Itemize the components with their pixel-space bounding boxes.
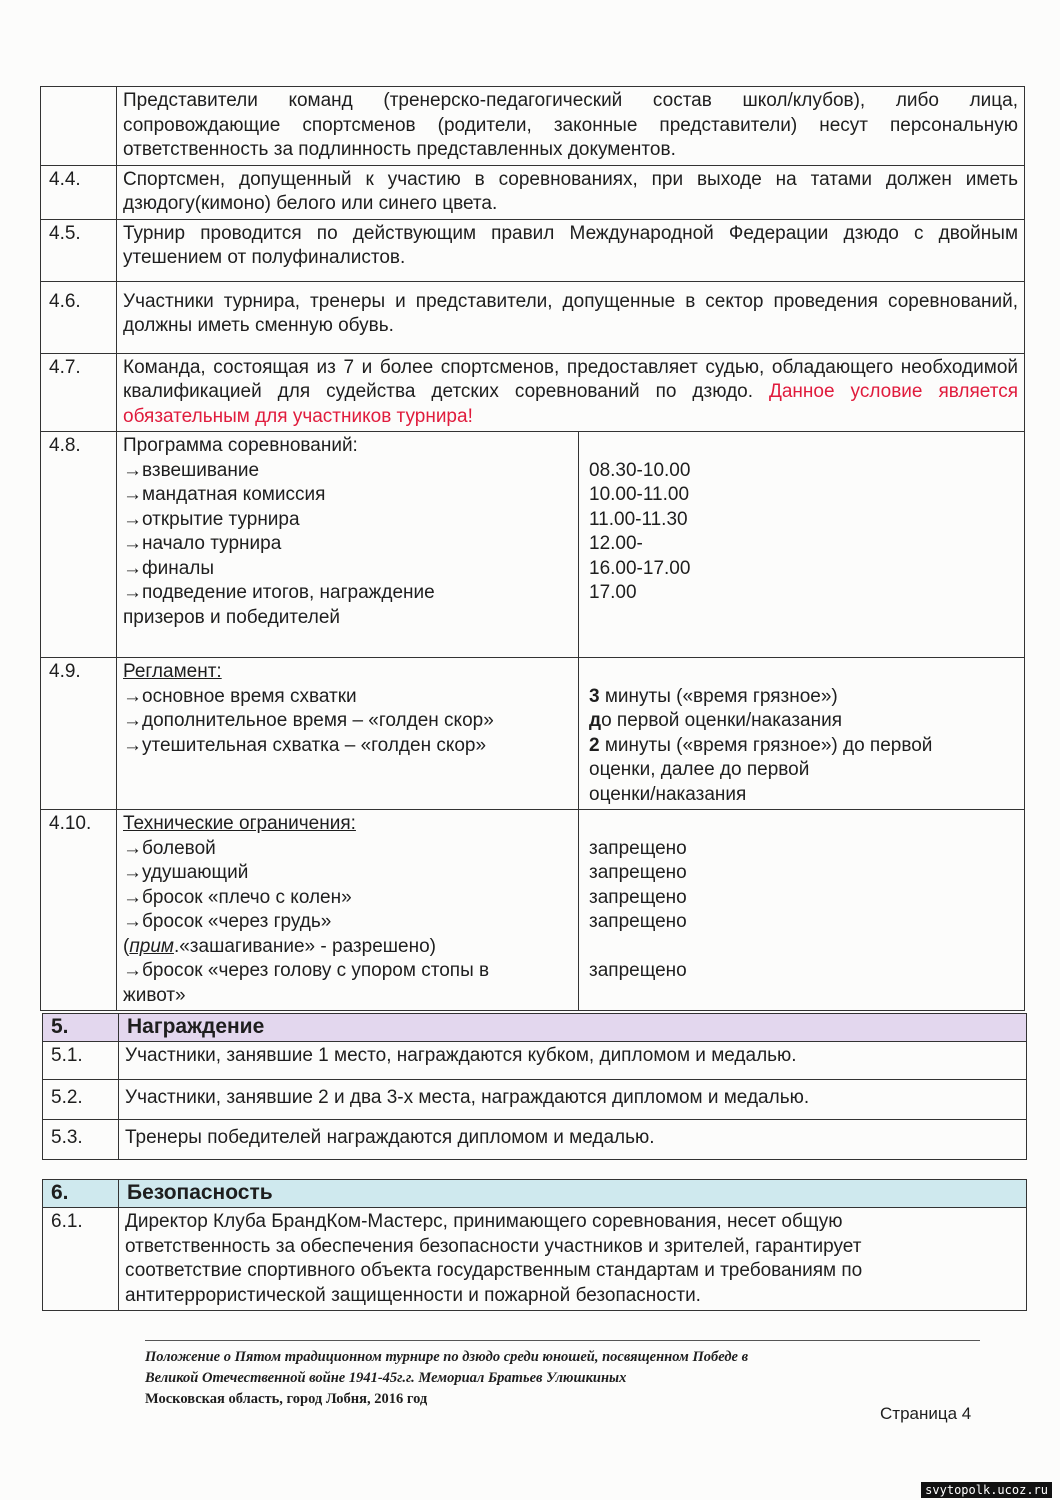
restriction-value: запрещено — [589, 862, 687, 883]
program-time: 17.00 — [589, 582, 637, 603]
regulation-value: 2 минуты («время грязное») до первой — [589, 734, 933, 756]
row-number: 4.8. — [41, 432, 117, 658]
section-title: Награждение — [119, 1014, 1027, 1042]
footer-line: Положение о Пятом традиционном турнире по дзюдо среди юношей, посвященном Победе в — [145, 1349, 749, 1365]
rule-text: Участники, занявшие 1 место, награждаются кубком, дипломом и медалью. — [119, 1042, 1027, 1080]
program-item: →мандатная комиссия — [123, 484, 326, 505]
awards-row — [43, 1042, 1027, 1080]
row-number: 4.5. — [41, 219, 117, 281]
section-title: Безопасность — [119, 1180, 1027, 1208]
restriction-value: запрещено — [589, 911, 687, 932]
program-item: →подведение итогов, награждение — [123, 582, 435, 603]
rule-text: Директор Клуба БрандКом-Мастерс, принимающего соревнования, несет общую ответственность за обеспечения безопасности участников и зрителей, гарантирует соответствие спортивного объекта государственным стандартам и требованиям по антитеррористической защищенности и пожарной безопасности. — [119, 1208, 1027, 1311]
row-number-cell — [41, 87, 117, 166]
rules-row-continuation — [41, 87, 1025, 166]
row-number: 5.3. — [43, 1120, 119, 1160]
program-times — [579, 432, 1025, 658]
rule-text: Команда, состоящая из 7 и более спортсменов, предоставляет судью, обладающего необходимой квалификацией для судейства детских соревнований по дзюдо. — [123, 356, 1019, 402]
restrictions-title: Технические ограничения: — [123, 813, 356, 834]
program-time: 16.00-17.00 — [589, 557, 691, 579]
rule-text: Спортсмен, допущенный к участию в соревнованиях, при выходе на татами должен иметь дзюдогу(кимоно) белого или синего цвета. — [117, 165, 1025, 219]
program-item: призеров и победителей — [123, 606, 340, 628]
restriction-item: →болевой — [123, 837, 216, 859]
section-number: 6. — [43, 1180, 119, 1208]
section-header — [43, 1180, 1027, 1208]
regulation-value: до первой оценки/наказания — [589, 710, 842, 731]
regulation-values — [579, 658, 1025, 810]
awards-table — [42, 1013, 1027, 1160]
regulation-list — [117, 658, 579, 810]
rule-text-cell — [117, 353, 1025, 432]
rules-row-4-6 — [41, 281, 1025, 353]
program-time: 12.00- — [589, 533, 643, 554]
restriction-item: →бросок «плечо с колен» — [123, 886, 352, 908]
rules-table — [40, 86, 1025, 1011]
program-item: →финалы — [123, 557, 215, 579]
footer-line: Московская область, город Лобня, 2016 год — [145, 1391, 428, 1407]
restriction-item: живот» — [123, 984, 186, 1006]
regulation-item: →основное время схватки — [123, 685, 357, 707]
restriction-value: запрещено — [589, 960, 687, 981]
awards-row — [43, 1120, 1027, 1160]
program-list — [117, 432, 579, 658]
safety-table — [42, 1179, 1027, 1311]
rules-row-4-10 — [41, 810, 1025, 1011]
rule-text: Участники турнира, тренеры и представители, допущенные в сектор проведения соревнований, должны иметь сменную обувь. — [117, 281, 1025, 353]
restriction-item: →удушающий — [123, 862, 249, 883]
restriction-value: запрещено — [589, 886, 687, 908]
document-footer — [145, 1340, 980, 1410]
restrictions-list — [117, 810, 579, 1011]
row-number: 4.10. — [41, 810, 117, 1011]
row-number: 6.1. — [43, 1208, 119, 1311]
watermark: svytopolk.ucoz.ru — [921, 1482, 1052, 1498]
regulation-value: 3 минуты («время грязное») — [589, 685, 838, 707]
rules-row-4-7 — [41, 353, 1025, 432]
regulation-value: оценки, далее до первой — [589, 759, 810, 780]
regulation-item: →дополнительное время – «голден скор» — [123, 710, 494, 731]
program-time: 08.30-10.00 — [589, 459, 691, 481]
regulation-value: оценки/наказания — [589, 783, 747, 805]
rules-row-4-5 — [41, 219, 1025, 281]
row-number: 5.2. — [43, 1080, 119, 1120]
row-number: 4.7. — [41, 353, 117, 432]
restriction-item: →бросок «через грудь» — [123, 911, 332, 932]
restriction-value: запрещено — [589, 837, 687, 859]
awards-row — [43, 1080, 1027, 1120]
program-item: →открытие турнира — [123, 508, 300, 530]
restriction-item: →бросок «через голову с упором стопы в — [123, 960, 490, 981]
regulation-title: Регламент: — [123, 661, 222, 682]
regulation-item: →утешительная схватка – «голден скор» — [123, 734, 487, 756]
section-number: 5. — [43, 1014, 119, 1042]
program-item: →взвешивание — [123, 459, 260, 481]
program-time: 10.00-11.00 — [589, 484, 690, 505]
rules-row-4-4 — [41, 165, 1025, 219]
mandatory-notice: Данное условие является обязательным для участников турнира! — [123, 381, 1019, 427]
rules-row-4-8 — [41, 432, 1025, 658]
rule-text: Тренеры победителей награждаются дипломом и медалью. — [119, 1120, 1027, 1160]
restriction-values — [579, 810, 1025, 1011]
rule-text: Участники, занявшие 2 и два 3-х места, награждаются дипломом и медалью. — [119, 1080, 1027, 1120]
row-number: 4.9. — [41, 658, 117, 810]
row-number: 5.1. — [43, 1042, 119, 1080]
row-number: 4.6. — [41, 281, 117, 353]
program-item: →начало турнира — [123, 533, 282, 554]
restriction-note: (прим.«зашагивание» - разрешено) — [123, 935, 436, 957]
row-number: 4.4. — [41, 165, 117, 219]
rule-text: Представители команд (тренерско-педагогический состав школ/клубов), либо лица, сопровождающие спортсменов (родители, законные представители) несут персональную ответственность за подлинность представленных документов. — [117, 87, 1025, 166]
footer-line: Великой Отечественной войне 1941-45г.г. Мемориал Братьев Улюшкиных — [145, 1370, 627, 1386]
safety-row — [43, 1208, 1027, 1311]
page-number: Страница 4 — [880, 1404, 972, 1423]
section-header — [43, 1014, 1027, 1042]
rule-text: Турнир проводится по действующим правил Международной Федерации дзюдо с двойным утешением от полуфиналистов. — [117, 219, 1025, 281]
program-time: 11.00-11.30 — [589, 508, 688, 530]
rules-row-4-9 — [41, 658, 1025, 810]
program-title: Программа соревнований: — [123, 435, 358, 456]
